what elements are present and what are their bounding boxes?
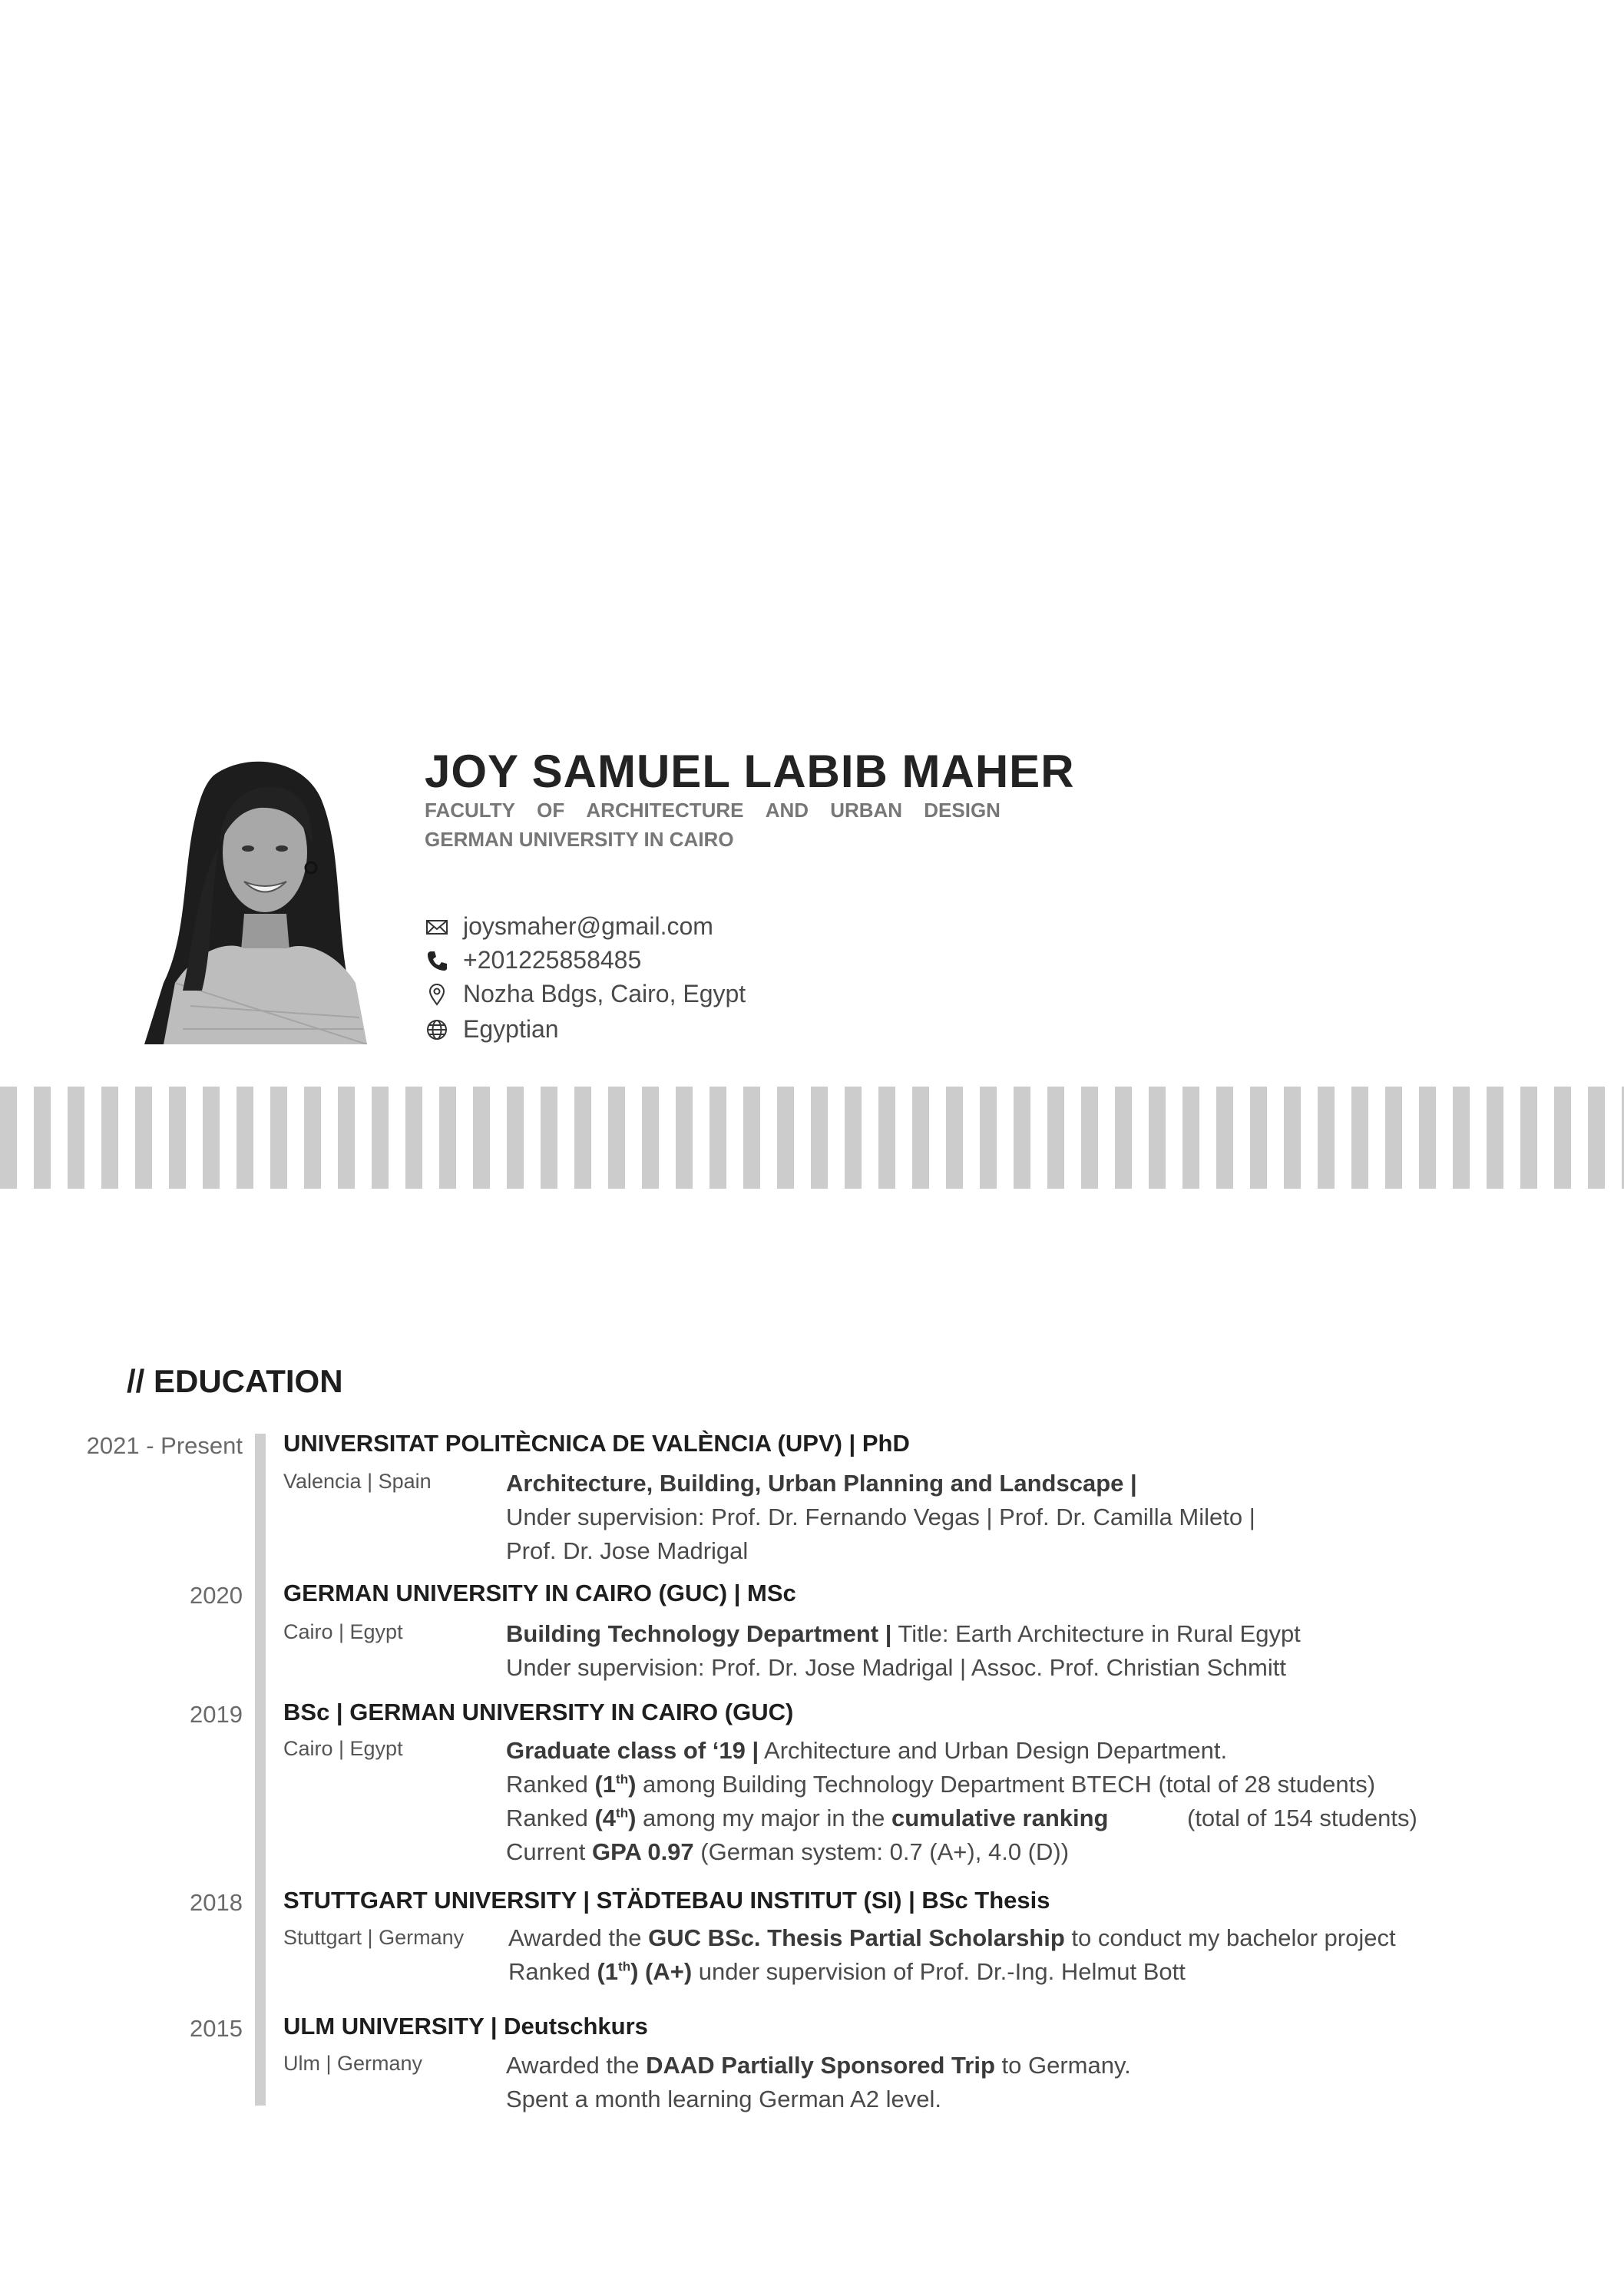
profile-photo (129, 753, 381, 1044)
stripe (1351, 1087, 1368, 1189)
entry-location: Cairo | Egypt (283, 1620, 403, 1643)
stripe (270, 1087, 287, 1189)
stripe (1520, 1087, 1537, 1189)
detail-text: Architecture and Urban Design Department. (759, 1737, 1228, 1764)
stripe (608, 1087, 625, 1189)
detail-text: Awarded the (508, 1924, 649, 1951)
stripe (1216, 1087, 1233, 1189)
entry-detail-line: Under supervision: Prof. Dr. Fernando Vegas | Prof. Dr. Camilla Mileto | (506, 1504, 1255, 1530)
detail-text: Title: Earth Architecture in Rural Egypt (891, 1620, 1301, 1647)
detail-text: under supervision of Prof. Dr.-Ing. Helmut Bott (692, 1958, 1186, 1985)
detail-text: to Germany. (994, 2052, 1131, 2079)
stripe (34, 1087, 51, 1189)
nationality-text: Egyptian (463, 1015, 559, 1043)
stripe (1047, 1087, 1064, 1189)
entry-year: 2019 (190, 1701, 243, 1728)
stripe (541, 1087, 557, 1189)
detail-bold (594, 1805, 636, 1831)
detail-bold: Architecture, Building, Urban Planning and Landscape | (506, 1470, 1137, 1497)
stripe (169, 1087, 186, 1189)
stripe (473, 1087, 490, 1189)
stripe (203, 1087, 220, 1189)
entry-location: Valencia | Spain (283, 1470, 432, 1493)
stripe (507, 1087, 524, 1189)
contact-nationality-row (425, 1015, 559, 1044)
stripe (676, 1087, 693, 1189)
entry-location: Stuttgart | Germany (283, 1926, 465, 1949)
entry-detail-line (508, 1924, 1396, 1952)
detail-bold (597, 1958, 692, 1985)
stripe (1385, 1087, 1402, 1189)
detail-bold: cumulative ranking (891, 1805, 1109, 1831)
entry-detail-line (508, 1958, 1186, 1986)
stripe (1318, 1087, 1335, 1189)
detail-text: Ranked (508, 1958, 597, 1985)
detail-bold: Graduate class of ‘19 | (506, 1737, 759, 1764)
entry-detail-line (506, 1838, 1069, 1866)
entry-institution: GERMAN UNIVERSITY IN CAIRO (GUC) | MSc (283, 1580, 796, 1606)
rank-number: (1 (597, 1958, 619, 1985)
address-text: Nozha Bdgs, Cairo, Egypt (463, 980, 746, 1007)
subtitle-word: AND (765, 799, 809, 822)
contact-email-row (425, 912, 713, 941)
entry-year: 2018 (190, 1889, 243, 1916)
stripe (912, 1087, 929, 1189)
detail-text: among Building Technology Department BTECH (total of 28 students) (636, 1771, 1376, 1798)
person-name: JOY SAMUEL LABIB MAHER (425, 746, 1075, 797)
rank-number: (1 (594, 1771, 617, 1798)
stripe (1284, 1087, 1301, 1189)
rank-number: (4 (594, 1805, 617, 1831)
entry-location: Ulm | Germany (283, 2052, 423, 2075)
entry-detail-line (506, 1771, 1375, 1798)
ordinal-suffix: th (616, 1805, 629, 1821)
entry-detail-line (506, 1737, 1227, 1765)
rank-close: ) (628, 1805, 637, 1831)
stripe (135, 1087, 152, 1189)
subtitle-word: URBAN (830, 799, 903, 822)
university-subtitle: GERMAN UNIVERSITY IN CAIRO (425, 828, 734, 851)
stripe (338, 1087, 355, 1189)
stripe (236, 1087, 253, 1189)
stripe (304, 1087, 321, 1189)
contact-address-row (425, 980, 746, 1008)
entry-detail-line (506, 1805, 1108, 1832)
entry-detail-line: Under supervision: Prof. Dr. Jose Madrigal | Assoc. Prof. Christian Schmitt (506, 1654, 1286, 1681)
detail-bold: DAAD Partially Sponsored Trip (646, 2052, 995, 2079)
stripe (1182, 1087, 1199, 1189)
stripe (946, 1087, 963, 1189)
stripe (1487, 1087, 1503, 1189)
ordinal-suffix: th (616, 1772, 629, 1787)
detail-bold: GPA 0.97 (591, 1838, 694, 1865)
stripe (1588, 1087, 1605, 1189)
education-heading: // EDUCATION (127, 1363, 343, 1399)
entry-institution: ULM UNIVERSITY | Deutschkurs (283, 2013, 648, 2040)
faculty-subtitle (425, 799, 1001, 822)
entry-detail-line (506, 2052, 1131, 2079)
phone-number: +201225858485 (463, 946, 642, 974)
entry-detail-line: (total of 154 students) (1187, 1805, 1417, 1831)
entry-year: 2021 - Present (86, 1432, 243, 1459)
subtitle-word: ARCHITECTURE (586, 799, 744, 822)
stripe (845, 1087, 862, 1189)
stripe (405, 1087, 422, 1189)
stripe (101, 1087, 118, 1189)
stripe (1014, 1087, 1030, 1189)
stripe (1453, 1087, 1470, 1189)
stripe (372, 1087, 389, 1189)
location-pin-icon (425, 982, 449, 1007)
stripe (1149, 1087, 1166, 1189)
phone-icon (425, 948, 449, 973)
stripe (439, 1087, 456, 1189)
stripe (743, 1087, 760, 1189)
stripe (777, 1087, 794, 1189)
stripe (709, 1087, 726, 1189)
decorative-stripe-band (0, 1087, 1624, 1189)
detail-text: to conduct my bachelor project (1064, 1924, 1396, 1951)
entry-year: 2015 (190, 2015, 243, 2042)
stripe (980, 1087, 997, 1189)
stripe (574, 1087, 591, 1189)
subtitle-word: DESIGN (924, 799, 1001, 822)
entry-detail-line (506, 1470, 1137, 1497)
rank-close: ) (A+) (630, 1958, 693, 1985)
email-link[interactable]: joysmaher@gmail.com (463, 912, 713, 940)
entry-location: Cairo | Egypt (283, 1737, 403, 1760)
stripe (642, 1087, 659, 1189)
entry-detail-line: Spent a month learning German A2 level. (506, 2086, 941, 2112)
stripe (1081, 1087, 1098, 1189)
detail-text: Current (506, 1838, 592, 1865)
globe-icon (425, 1017, 449, 1042)
stripe (878, 1087, 895, 1189)
stripe (68, 1087, 84, 1189)
entry-year: 2020 (190, 1582, 243, 1609)
detail-text: Awarded the (506, 2052, 647, 2079)
stripe (1250, 1087, 1267, 1189)
detail-bold (594, 1771, 636, 1798)
stripe (1115, 1087, 1132, 1189)
ordinal-suffix: th (618, 1959, 631, 1974)
contact-phone-row (425, 946, 641, 974)
detail-bold: Building Technology Department | (506, 1620, 892, 1647)
subtitle-word: OF (537, 799, 565, 822)
detail-text: Ranked (506, 1805, 595, 1831)
stripe (811, 1087, 828, 1189)
envelope-icon (425, 915, 449, 939)
detail-text: (German system: 0.7 (A+), 4.0 (D)) (693, 1838, 1070, 1865)
entry-institution: UNIVERSITAT POLITÈCNICA DE VALÈNCIA (UPV) | PhD (283, 1430, 910, 1457)
stripe (1554, 1087, 1571, 1189)
entry-institution: STUTTGART UNIVERSITY | STÄDTEBAU INSTITUT (SI) | BSc Thesis (283, 1887, 1050, 1914)
subtitle-word: FACULTY (425, 799, 515, 822)
entry-institution: BSc | GERMAN UNIVERSITY IN CAIRO (GUC) (283, 1699, 794, 1725)
detail-text: among my major in the (636, 1805, 891, 1831)
entry-detail-line: Prof. Dr. Jose Madrigal (506, 1537, 749, 1564)
stripe (0, 1087, 17, 1189)
detail-text: Ranked (506, 1771, 595, 1798)
detail-bold: GUC BSc. Thesis Partial Scholarship (648, 1924, 1065, 1951)
rank-close: ) (628, 1771, 637, 1798)
stripe (1419, 1087, 1436, 1189)
entry-detail-line (506, 1620, 1301, 1648)
timeline-bar (255, 1434, 266, 2106)
